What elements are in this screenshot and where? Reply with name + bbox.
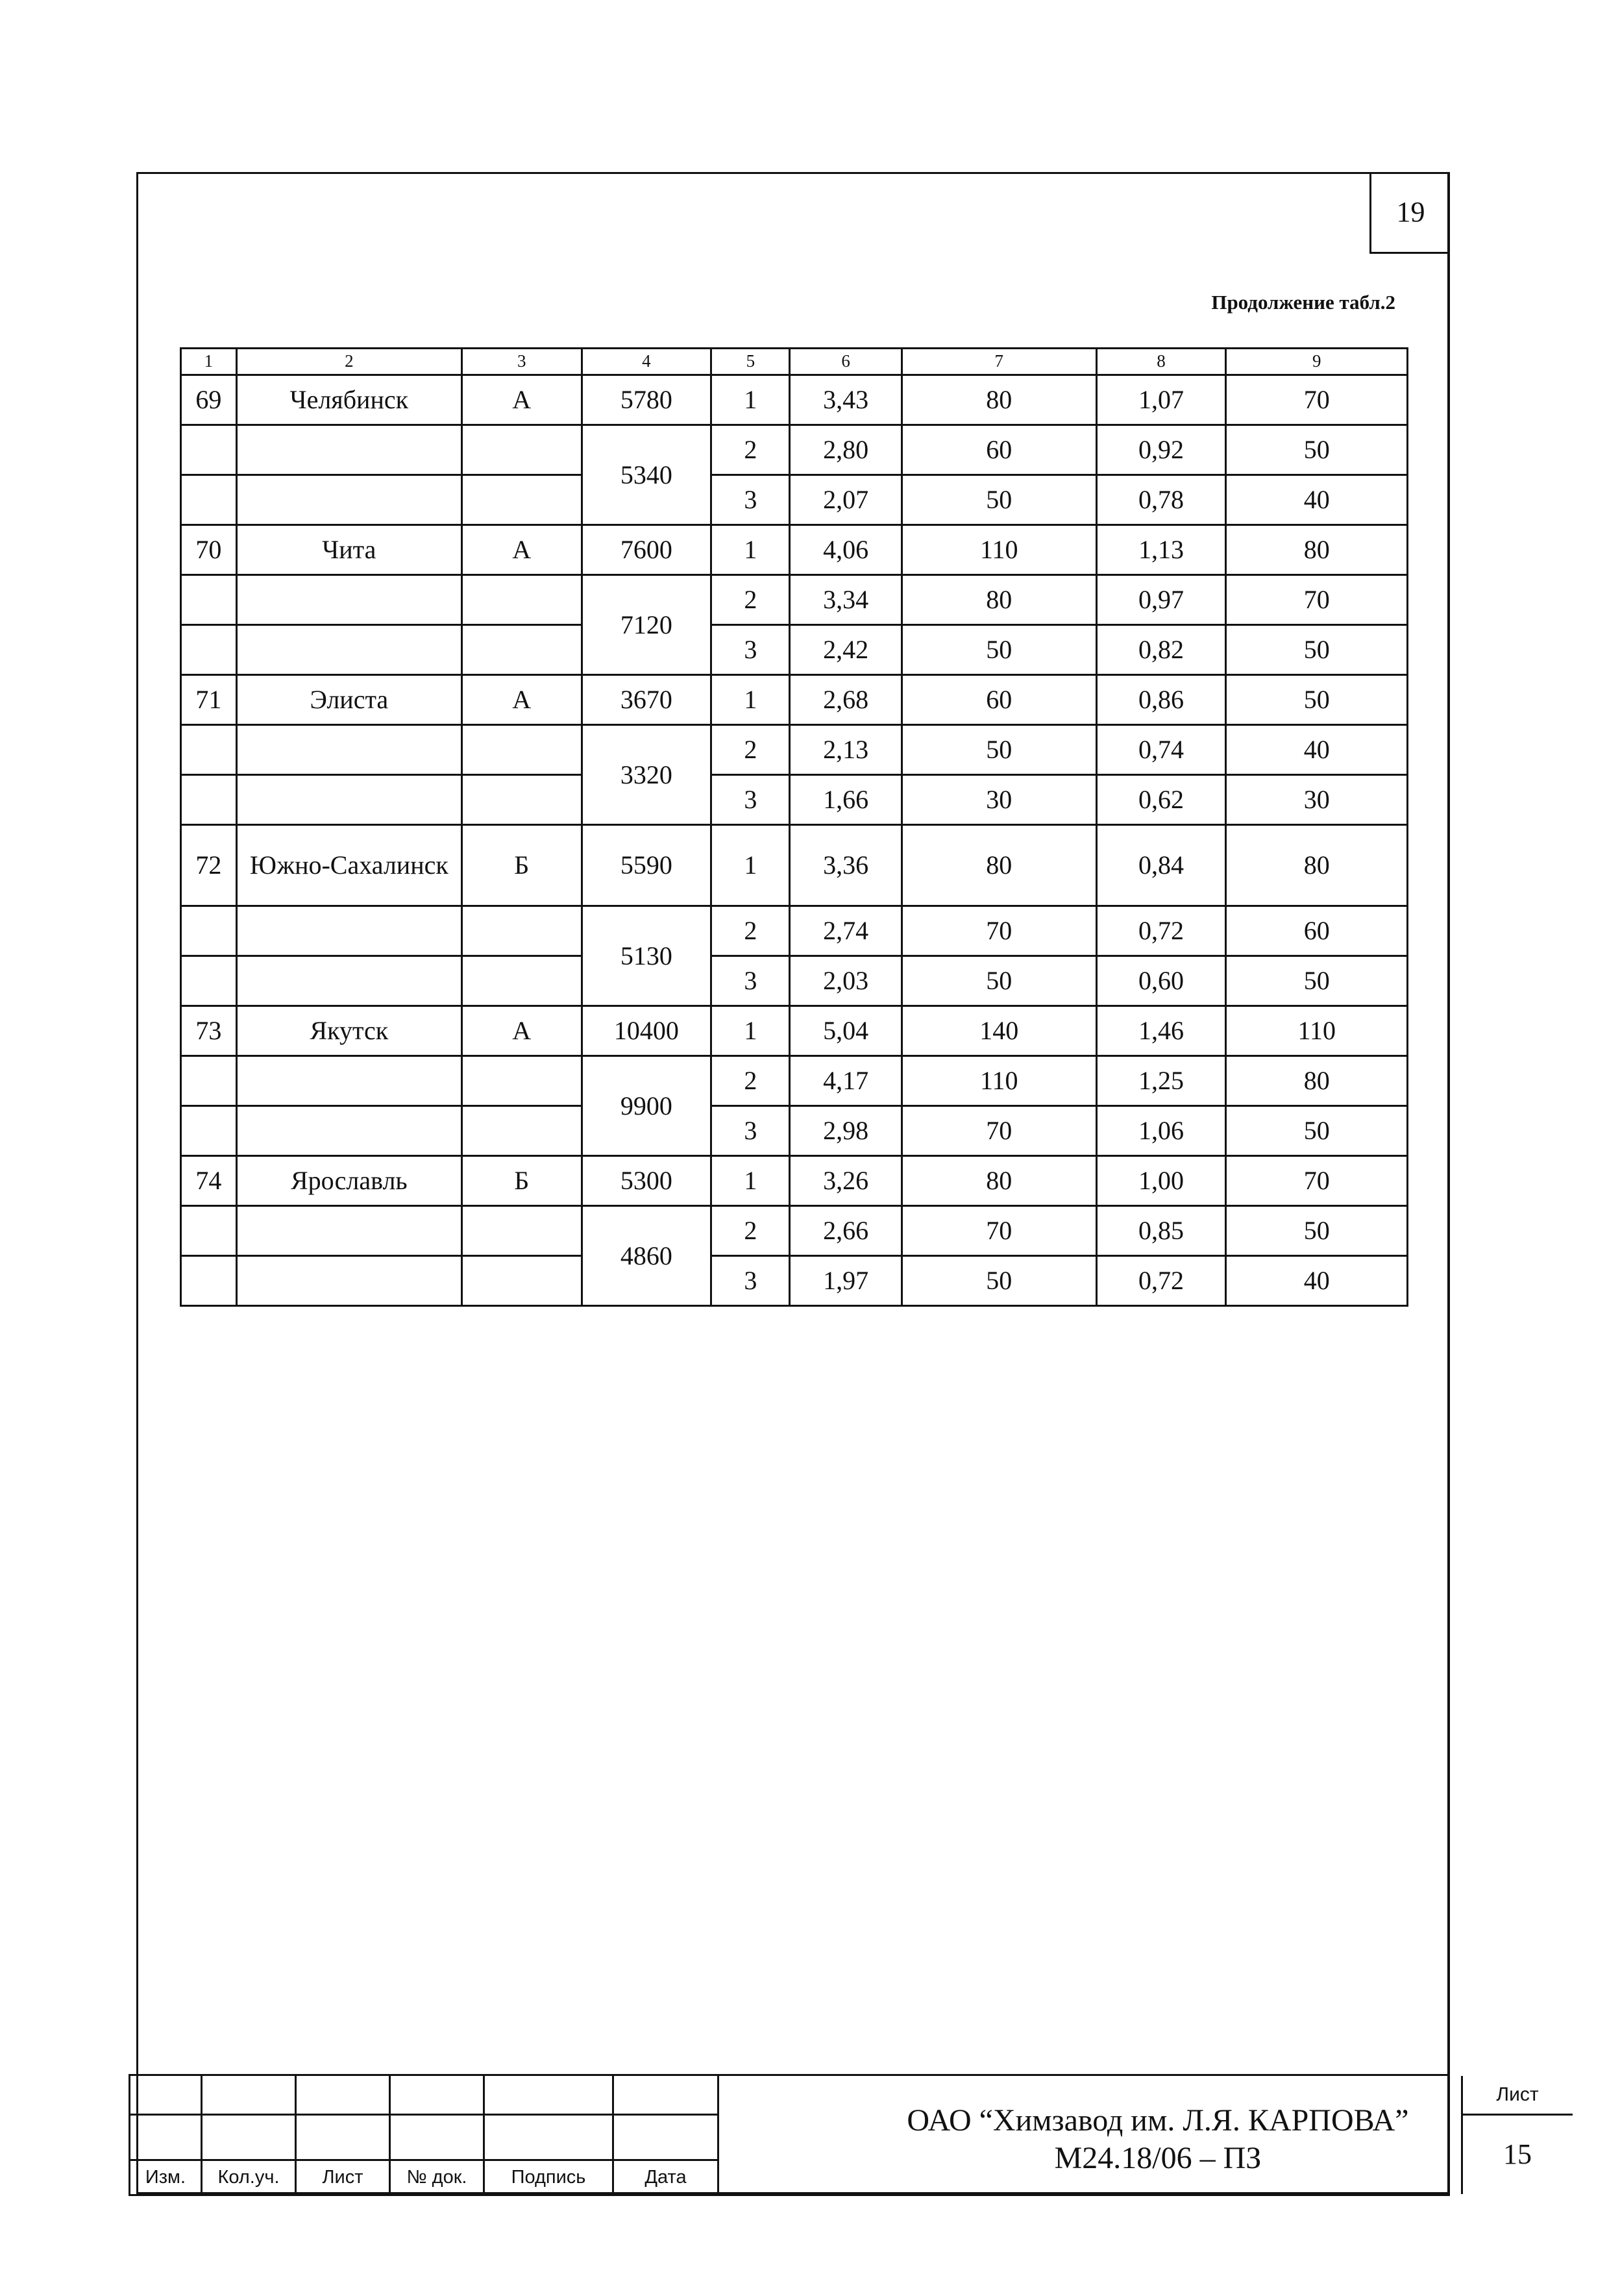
value-cell: 0,84 — [1096, 825, 1226, 906]
value-cell: 60 — [902, 675, 1096, 725]
value-cell: 0,78 — [1096, 475, 1226, 525]
value-cell: 60 — [902, 425, 1096, 475]
value-cell: 50 — [902, 475, 1096, 525]
value-cell: 3 — [711, 1256, 790, 1306]
stamp-label-date: Дата — [644, 2166, 687, 2188]
col-header: 2 — [236, 349, 461, 375]
value-cell: 1 — [711, 1006, 790, 1056]
value-cell: 70 — [1226, 375, 1408, 425]
row-number-cell: 70 — [181, 525, 237, 575]
empty-cell — [461, 906, 582, 956]
value-cell: 40 — [1226, 725, 1408, 775]
document-code: М24.18/06 – ПЗ — [1054, 2140, 1262, 2175]
header-row — [181, 349, 1408, 375]
value-cell: 1 — [711, 1156, 790, 1206]
value-cell: 3,26 — [790, 1156, 902, 1206]
value-cell: 50 — [1226, 1206, 1408, 1256]
value-cell: 1,66 — [790, 775, 902, 825]
value-cell: 0,74 — [1096, 725, 1226, 775]
value-cell: 50 — [1226, 425, 1408, 475]
value-cell: 0,85 — [1096, 1206, 1226, 1256]
value-cell: 80 — [902, 825, 1096, 906]
value-cell: 3,36 — [790, 825, 902, 906]
empty-cell — [236, 1056, 461, 1106]
stamp-label-doc-number: № док. — [406, 2166, 467, 2188]
value-cell: 50 — [1226, 956, 1408, 1006]
empty-cell — [236, 906, 461, 956]
stamp-label-sheet: Лист — [322, 2166, 363, 2188]
table-row — [181, 1256, 1408, 1306]
empty-cell — [181, 906, 237, 956]
data-table — [180, 347, 1408, 1307]
table-row — [181, 1056, 1408, 1106]
value-cell: 10400 — [582, 1006, 711, 1056]
table-row — [181, 825, 1408, 906]
value-cell: 4,17 — [790, 1056, 902, 1106]
table-row — [181, 375, 1408, 425]
value-cell: 5130 — [582, 906, 711, 1006]
table-row — [181, 1006, 1408, 1056]
value-cell: 9900 — [582, 1056, 711, 1156]
table-row — [181, 675, 1408, 725]
value-cell: 0,60 — [1096, 956, 1226, 1006]
organization-line: ОАО “Химзавод им. Л.Я. КАРПОВА” — [907, 2103, 1409, 2138]
col-header: 7 — [902, 349, 1096, 375]
value-cell: 0,72 — [1096, 1256, 1226, 1306]
value-cell: 5340 — [582, 425, 711, 525]
col-header: 3 — [461, 349, 582, 375]
category-cell: А — [461, 525, 582, 575]
value-cell: 40 — [1226, 1256, 1408, 1306]
value-cell: 50 — [1226, 625, 1408, 675]
value-cell: 2,07 — [790, 475, 902, 525]
empty-cell — [236, 425, 461, 475]
empty-cell — [181, 575, 237, 625]
value-cell: 0,97 — [1096, 575, 1226, 625]
value-cell: 2 — [711, 575, 790, 625]
table-row — [181, 525, 1408, 575]
value-cell: 0,82 — [1096, 625, 1226, 675]
empty-cell — [236, 775, 461, 825]
row-number-cell: 71 — [181, 675, 237, 725]
value-cell: 60 — [1226, 906, 1408, 956]
value-cell: 50 — [902, 625, 1096, 675]
table-row — [181, 475, 1408, 525]
value-cell: 80 — [1226, 825, 1408, 906]
value-cell: 2,13 — [790, 725, 902, 775]
value-cell: 2,66 — [790, 1206, 902, 1256]
category-cell: А — [461, 1006, 582, 1056]
col-header: 8 — [1096, 349, 1226, 375]
empty-cell — [461, 1206, 582, 1256]
value-cell: 4,06 — [790, 525, 902, 575]
empty-cell — [236, 1206, 461, 1256]
value-cell: 110 — [1226, 1006, 1408, 1056]
page-number: 19 — [1369, 172, 1450, 254]
city-cell: Якутск — [236, 1006, 461, 1056]
stamp-label-change: Изм. — [145, 2166, 186, 2188]
col-header: 6 — [790, 349, 902, 375]
value-cell: 2,03 — [790, 956, 902, 1006]
value-cell: 2 — [711, 1056, 790, 1106]
empty-cell — [181, 1106, 237, 1156]
value-cell: 80 — [902, 375, 1096, 425]
value-cell: 0,62 — [1096, 775, 1226, 825]
value-cell: 70 — [902, 1106, 1096, 1156]
value-cell: 50 — [1226, 1106, 1408, 1156]
value-cell: 3 — [711, 775, 790, 825]
value-cell: 5780 — [582, 375, 711, 425]
value-cell: 1,07 — [1096, 375, 1226, 425]
value-cell: 2 — [711, 906, 790, 956]
empty-cell — [236, 575, 461, 625]
empty-cell — [461, 1106, 582, 1156]
value-cell: 1,97 — [790, 1256, 902, 1306]
empty-cell — [461, 1256, 582, 1306]
col-header: 1 — [181, 349, 237, 375]
col-header: 5 — [711, 349, 790, 375]
empty-cell — [236, 956, 461, 1006]
value-cell: 1 — [711, 675, 790, 725]
empty-cell — [236, 475, 461, 525]
value-cell: 2,80 — [790, 425, 902, 475]
value-cell: 80 — [902, 1156, 1096, 1206]
value-cell: 7600 — [582, 525, 711, 575]
value-cell: 2 — [711, 1206, 790, 1256]
value-cell: 7120 — [582, 575, 711, 675]
row-number-cell: 69 — [181, 375, 237, 425]
value-cell: 1,25 — [1096, 1056, 1226, 1106]
value-cell: 140 — [902, 1006, 1096, 1056]
value-cell: 2,98 — [790, 1106, 902, 1156]
stamp-label-signature: Подпись — [511, 2166, 586, 2188]
table-row — [181, 625, 1408, 675]
sheet-number: 15 — [1503, 2138, 1532, 2170]
value-cell: 40 — [1226, 475, 1408, 525]
value-cell: 3320 — [582, 725, 711, 825]
value-cell: 5,04 — [790, 1006, 902, 1056]
value-cell: 3 — [711, 625, 790, 675]
value-cell: 50 — [1226, 675, 1408, 725]
value-cell: 1,06 — [1096, 1106, 1226, 1156]
sheet-label: Лист — [1496, 2084, 1539, 2105]
empty-cell — [181, 1056, 237, 1106]
city-cell: Чита — [236, 525, 461, 575]
table-row — [181, 1106, 1408, 1156]
value-cell: 1,00 — [1096, 1156, 1226, 1206]
value-cell: 50 — [902, 956, 1096, 1006]
empty-cell — [181, 1256, 237, 1306]
empty-cell — [461, 775, 582, 825]
empty-cell — [236, 625, 461, 675]
value-cell: 70 — [902, 1206, 1096, 1256]
col-header: 4 — [582, 349, 711, 375]
empty-cell — [181, 475, 237, 525]
value-cell: 2 — [711, 425, 790, 475]
category-cell: А — [461, 375, 582, 425]
value-cell: 110 — [902, 1056, 1096, 1106]
table-row — [181, 775, 1408, 825]
empty-cell — [461, 956, 582, 1006]
empty-cell — [461, 575, 582, 625]
table-row — [181, 1156, 1408, 1206]
value-cell: 110 — [902, 525, 1096, 575]
empty-cell — [181, 956, 237, 1006]
value-cell: 0,72 — [1096, 906, 1226, 956]
value-cell: 2,68 — [790, 675, 902, 725]
value-cell: 3 — [711, 1106, 790, 1156]
organization-name — [846, 2102, 1469, 2177]
empty-cell — [461, 475, 582, 525]
empty-cell — [236, 1106, 461, 1156]
row-number-cell: 74 — [181, 1156, 237, 1206]
table-row — [181, 425, 1408, 475]
city-cell: Элиста — [236, 675, 461, 725]
value-cell: 2,74 — [790, 906, 902, 956]
value-cell: 3 — [711, 475, 790, 525]
value-cell: 80 — [902, 575, 1096, 625]
empty-cell — [236, 1256, 461, 1306]
value-cell: 0,86 — [1096, 675, 1226, 725]
empty-cell — [461, 725, 582, 775]
value-cell: 5300 — [582, 1156, 711, 1206]
empty-cell — [461, 1056, 582, 1106]
empty-cell — [461, 625, 582, 675]
category-cell: А — [461, 675, 582, 725]
table-row — [181, 1206, 1408, 1256]
value-cell: 2,42 — [790, 625, 902, 675]
value-cell: 1 — [711, 375, 790, 425]
category-cell: Б — [461, 825, 582, 906]
value-cell: 70 — [1226, 1156, 1408, 1206]
value-cell: 2 — [711, 725, 790, 775]
table-row — [181, 575, 1408, 625]
value-cell: 80 — [1226, 1056, 1408, 1106]
value-cell: 1 — [711, 825, 790, 906]
table-row — [181, 956, 1408, 1006]
empty-cell — [181, 625, 237, 675]
value-cell: 70 — [902, 906, 1096, 956]
table-row — [181, 906, 1408, 956]
value-cell: 0,92 — [1096, 425, 1226, 475]
empty-cell — [461, 425, 582, 475]
empty-cell — [181, 725, 237, 775]
row-number-cell: 72 — [181, 825, 237, 906]
value-cell: 3670 — [582, 675, 711, 725]
value-cell: 3,43 — [790, 375, 902, 425]
value-cell: 50 — [902, 725, 1096, 775]
value-cell: 4860 — [582, 1206, 711, 1306]
table-caption: Продолжение табл.2 — [1211, 291, 1395, 314]
stamp-label-count: Кол.уч. — [217, 2166, 280, 2188]
empty-cell — [181, 1206, 237, 1256]
empty-cell — [236, 725, 461, 775]
empty-cell — [181, 425, 237, 475]
empty-cell — [181, 775, 237, 825]
city-cell: Ярославль — [236, 1156, 461, 1206]
col-header: 9 — [1226, 349, 1408, 375]
value-cell: 30 — [902, 775, 1096, 825]
value-cell: 50 — [902, 1256, 1096, 1306]
title-block — [129, 2074, 1539, 2194]
value-cell: 3,34 — [790, 575, 902, 625]
category-cell: Б — [461, 1156, 582, 1206]
city-cell: Южно-Сахалинск — [236, 825, 461, 906]
table-row — [181, 725, 1408, 775]
value-cell: 80 — [1226, 525, 1408, 575]
value-cell: 30 — [1226, 775, 1408, 825]
value-cell: 3 — [711, 956, 790, 1006]
value-cell: 1,46 — [1096, 1006, 1226, 1056]
city-cell: Челябинск — [236, 375, 461, 425]
value-cell: 5590 — [582, 825, 711, 906]
value-cell: 70 — [1226, 575, 1408, 625]
value-cell: 1,13 — [1096, 525, 1226, 575]
value-cell: 1 — [711, 525, 790, 575]
row-number-cell: 73 — [181, 1006, 237, 1056]
